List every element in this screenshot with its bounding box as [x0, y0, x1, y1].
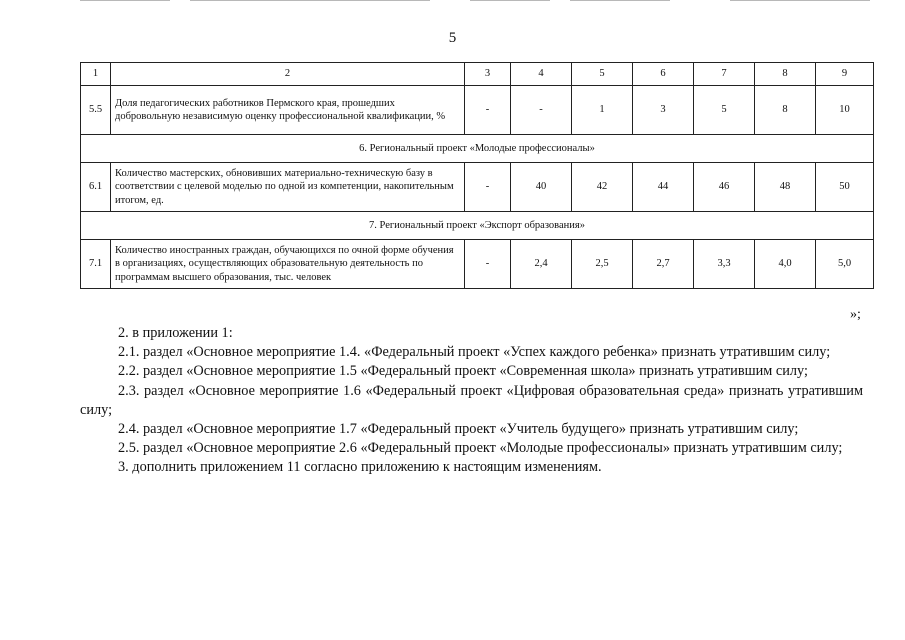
- value-cell: 3: [633, 86, 694, 135]
- value-cell: 1: [572, 86, 633, 135]
- section-title: 6. Региональный проект «Молодые профессионалы»: [81, 135, 874, 163]
- header-cell: 5: [572, 63, 633, 86]
- value-cell: 3,3: [694, 240, 755, 289]
- value-cell: 2,5: [572, 240, 633, 289]
- section-title: 7. Региональный проект «Экспорт образования»: [81, 212, 874, 240]
- paragraph: 2.3. раздел «Основное мероприятие 1.6 «Федеральный проект «Цифровая образовательная среда» признать утратившим силу;: [80, 382, 863, 418]
- header-cell: 9: [816, 63, 874, 86]
- paragraph: 2.4. раздел «Основное мероприятие 1.7 «Федеральный проект «Учитель будущего» признать утратившим силу;: [118, 421, 799, 438]
- header-cell: 1: [81, 63, 111, 86]
- paragraph: 2.2. раздел «Основное мероприятие 1.5 «Федеральный проект «Современная школа» признать утратившим силу;: [118, 363, 808, 380]
- value-cell: 48: [755, 163, 816, 212]
- indicator-description: Количество мастерских, обновивших материально-техническую базу в соответствии с целевой моделью по одной из компетенции, накопительным итогом, ед.: [111, 163, 465, 212]
- value-cell: 8: [755, 86, 816, 135]
- value-cell: 5,0: [816, 240, 874, 289]
- paragraph: 2.1. раздел «Основное мероприятие 1.4. «Федеральный проект «Успех каждого ребенка» признать утратившим силу;: [118, 344, 831, 361]
- value-cell: -: [465, 86, 511, 135]
- indicator-description: Количество иностранных граждан, обучающихся по очной форме обучения в организациях, осуществляющих образовательную деятельность по программам высшего образования, тыс. человек: [111, 240, 465, 289]
- value-cell: 46: [694, 163, 755, 212]
- value-cell: 2,4: [511, 240, 572, 289]
- closing-quote-mark: »;: [850, 307, 861, 322]
- header-cell: 4: [511, 63, 572, 86]
- table-header-row: [81, 63, 874, 86]
- page-number: 5: [448, 30, 457, 46]
- header-cell: 8: [755, 63, 816, 86]
- section-row: [81, 212, 874, 240]
- row-number: 6.1: [81, 163, 111, 212]
- value-cell: 42: [572, 163, 633, 212]
- header-cell: 6: [633, 63, 694, 86]
- value-cell: 5: [694, 86, 755, 135]
- value-cell: -: [465, 240, 511, 289]
- table-row: [81, 240, 874, 289]
- table-body: [81, 63, 874, 289]
- paragraph: 2. в приложении 1:: [118, 325, 233, 341]
- paragraph: 3. дополнить приложением 11 согласно приложению к настоящим изменениям.: [118, 459, 602, 476]
- value-cell: 4,0: [755, 240, 816, 289]
- scan-edge-line: [470, 0, 550, 1]
- amendment-text: [80, 324, 863, 478]
- scan-edge-line: [190, 0, 430, 1]
- indicators-table: [80, 62, 874, 289]
- row-number: 7.1: [81, 240, 111, 289]
- value-cell: -: [465, 163, 511, 212]
- scan-edge-line: [80, 0, 170, 1]
- indicator-description: Доля педагогических работников Пермского края, прошедших добровольную независимую оценку профессиональной квалификации, %: [111, 86, 465, 135]
- value-cell: 2,7: [633, 240, 694, 289]
- header-cell: 2: [111, 63, 465, 86]
- paragraph: 2.5. раздел «Основное мероприятие 2.6 «Федеральный проект «Молодые профессионалы» признать утратившим силу;: [118, 440, 843, 457]
- row-number: 5.5: [81, 86, 111, 135]
- scan-edge-line: [730, 0, 870, 1]
- section-row: [81, 135, 874, 163]
- value-cell: 10: [816, 86, 874, 135]
- table-row: [81, 86, 874, 135]
- value-cell: -: [511, 86, 572, 135]
- header-cell: 7: [694, 63, 755, 86]
- table-row: [81, 163, 874, 212]
- header-cell: 3: [465, 63, 511, 86]
- value-cell: 50: [816, 163, 874, 212]
- value-cell: 44: [633, 163, 694, 212]
- scan-edge-line: [570, 0, 670, 1]
- value-cell: 40: [511, 163, 572, 212]
